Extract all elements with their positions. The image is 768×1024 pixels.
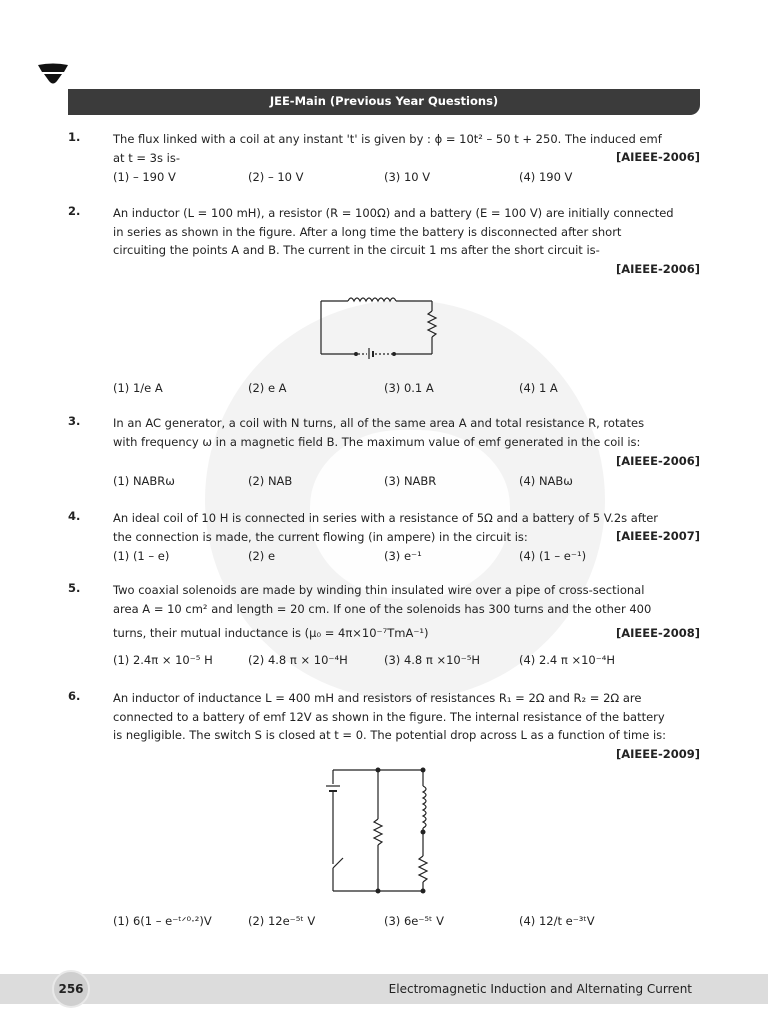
option-3[interactable]: (3) e⁻¹ <box>384 549 422 563</box>
exam-tag: [AIEEE-2007] <box>615 529 700 543</box>
question-line: circuiting the points A and B. The current in the circuit 1 ms after the short circuit is- <box>113 243 600 257</box>
question-number: 2. <box>68 204 81 218</box>
option-2[interactable]: (2) NAB <box>248 474 293 488</box>
inductor-coil-icon <box>423 786 426 828</box>
resistor-icon <box>374 819 382 845</box>
question-text <box>113 581 700 643</box>
page-number-badge <box>52 970 90 1008</box>
option-1[interactable]: (1) – 190 V <box>113 170 176 184</box>
option-4[interactable]: (4) (1 – e⁻¹) <box>519 549 587 563</box>
circuit-diagram-lr-switch <box>325 764 435 896</box>
resistor-icon <box>428 311 436 337</box>
question-line: is negligible. The switch S is closed at t = 0. The potential drop across L as a function of time is: <box>113 728 667 742</box>
option-1[interactable]: (1) 1/e A <box>113 381 163 395</box>
switch-icon <box>333 858 343 868</box>
page-number: 256 <box>58 982 84 996</box>
option-4[interactable]: (4) 12/t e⁻³ᵗV <box>519 914 595 928</box>
option-2[interactable]: (2) 12e⁻⁵ᵗ V <box>248 914 316 928</box>
question-text <box>113 130 700 167</box>
option-3[interactable]: (3) 4.8 π ×10⁻⁵H <box>384 653 481 667</box>
option-3[interactable]: (3) 6e⁻⁵ᵗ V <box>384 914 444 928</box>
option-1[interactable]: (1) (1 – e) <box>113 549 170 563</box>
option-4[interactable]: (4) 2.4 π ×10⁻⁴H <box>519 653 616 667</box>
option-3[interactable]: (3) 10 V <box>384 170 431 184</box>
option-1[interactable]: (1) NABRω <box>113 474 175 488</box>
option-2[interactable]: (2) – 10 V <box>248 170 304 184</box>
question-number: 3. <box>68 414 81 428</box>
question-line: The flux linked with a coil at any instant 't' is given by : ϕ = 10t² – 50 t + 250. The induced emf <box>113 132 662 146</box>
option-1[interactable]: (1) 6(1 – e⁻ᵗᐟ⁰·²)V <box>113 914 212 928</box>
exam-tag: [AIEEE-2006] <box>615 150 700 164</box>
question-line: An inductor of inductance L = 400 mH and resistors of resistances R₁ = 2Ω and R₂ = 2Ω are <box>113 691 642 705</box>
option-4[interactable]: (4) 190 V <box>519 170 573 184</box>
question-line: with frequency ω in a magnetic field B. The maximum value of emf generated in the coil is: <box>113 434 641 449</box>
brand-logo-icon <box>38 63 68 87</box>
question-number: 6. <box>68 689 81 703</box>
option-2[interactable]: (2) e A <box>248 381 287 395</box>
section-header <box>68 89 700 115</box>
option-2[interactable]: (2) 4.8 π × 10⁻⁴H <box>248 653 348 667</box>
question-text <box>113 204 700 260</box>
option-3[interactable]: (3) 0.1 A <box>384 381 434 395</box>
chapter-title: Electromagnetic Induction and Alternating Current <box>388 982 692 996</box>
question-line: area A = 10 cm² and length = 20 cm. If one of the solenoids has 300 turns and the other 400 <box>113 601 652 616</box>
exam-tag: [AIEEE-2008] <box>615 626 700 640</box>
option-1[interactable]: (1) 2.4π × 10⁻⁵ H <box>113 653 213 667</box>
question-text <box>113 689 700 745</box>
question-text <box>113 414 700 451</box>
question-number: 1. <box>68 130 81 144</box>
question-line: An inductor (L = 100 mH), a resistor (R = 100Ω) and a battery (E = 100 V) are initially connected <box>113 206 674 220</box>
question-line: An ideal coil of 10 H is connected in series with a resistance of 5Ω and a battery of 5 V.2s after <box>113 511 659 525</box>
section-title: JEE-Main (Previous Year Questions) <box>269 94 499 108</box>
question-number: 5. <box>68 581 81 595</box>
exam-tag: [AIEEE-2006] <box>615 262 700 276</box>
question-line: connected to a battery of emf 12V as shown in the figure. The internal resistance of the battery <box>113 709 665 724</box>
question-line: Two coaxial solenoids are made by winding thin insulated wire over a pipe of cross-sectional <box>113 583 645 597</box>
resistor-icon <box>419 856 427 882</box>
question-number: 4. <box>68 509 81 523</box>
question-text <box>113 509 700 546</box>
inductor-coil-icon <box>348 298 396 301</box>
option-2[interactable]: (2) e <box>248 549 276 563</box>
circuit-diagram-lr <box>318 293 438 359</box>
option-3[interactable]: (3) NABR <box>384 474 437 488</box>
exam-tag: [AIEEE-2006] <box>615 454 700 468</box>
question-line: turns, their mutual inductance is (μ₀ = 4π×10⁻⁷TmA⁻¹) <box>113 626 429 640</box>
option-4[interactable]: (4) NABω <box>519 474 573 488</box>
exam-tag: [AIEEE-2009] <box>615 747 700 761</box>
question-line: at t = 3s is- <box>113 150 180 165</box>
option-4[interactable]: (4) 1 A <box>519 381 558 395</box>
question-line: in series as shown in the figure. After a long time the battery is disconnected after short <box>113 224 622 239</box>
question-line: In an AC generator, a coil with N turns, all of the same area A and total resistance R, rotates <box>113 416 645 430</box>
question-line: the connection is made, the current flowing (in ampere) in the circuit is: <box>113 529 528 544</box>
page-footer <box>0 974 768 1004</box>
